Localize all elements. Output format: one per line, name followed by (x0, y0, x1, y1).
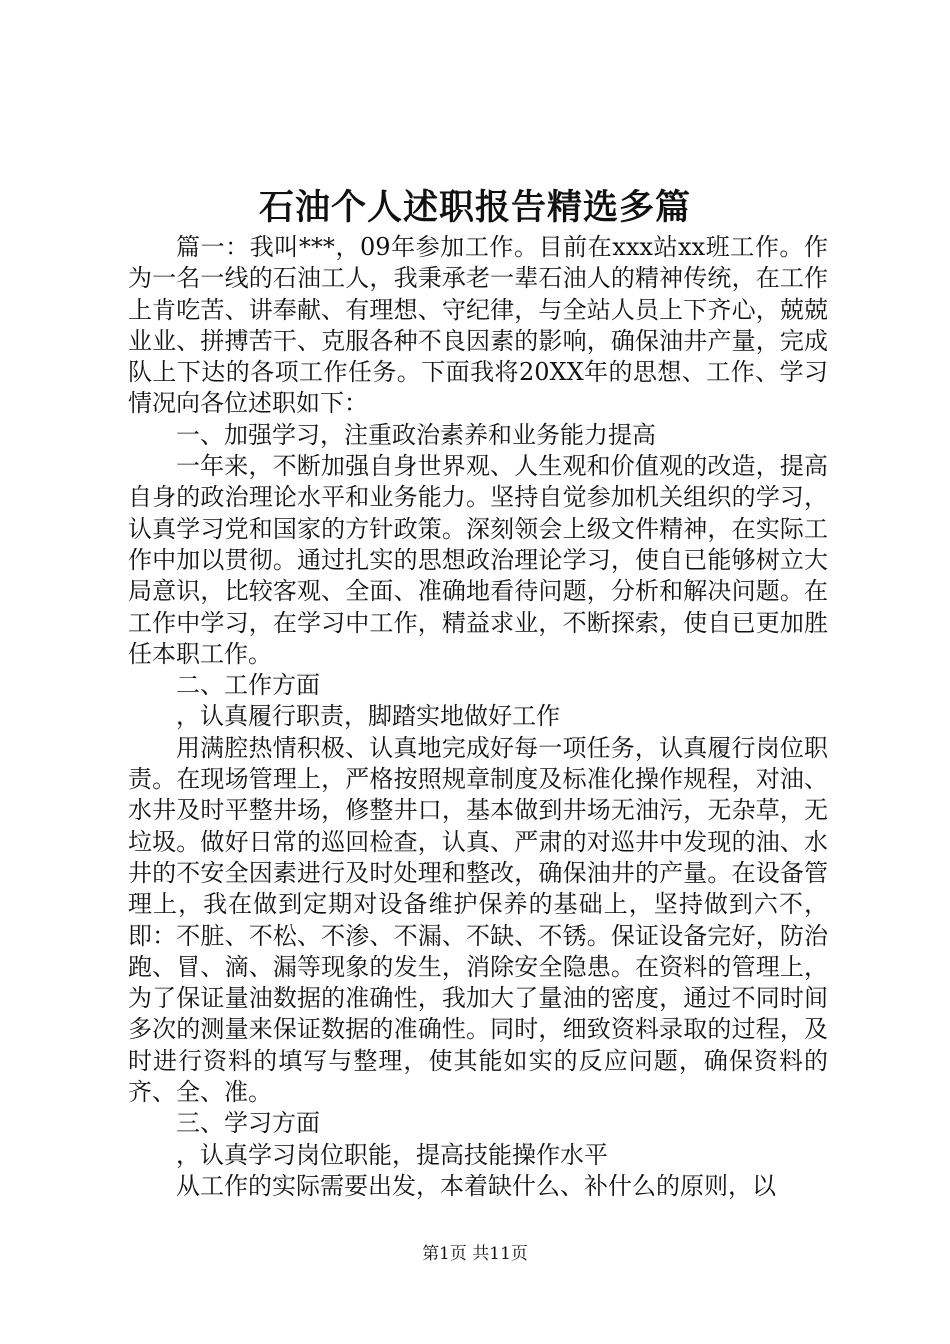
subheading-skills: ，认真学习岗位职能，提高技能操作水平 (176, 1140, 608, 1169)
paragraph-intro: 篇一：我叫***，09年参加工作。目前在xxx站xx班工作。作为一名一线的石油工人，我秉承老一辈石油人的精神传统，在工作上肯吃苦、讲奉献、有理想、守纪律，与全站人员上下齐心，兢兢业业、拼搏苦干、克服各种不良因素的影响，确保油井产量，完成队上下达的各项工作任务。下面我将20XX年的思想、工作、学习情况向各位述职如下： (128, 233, 828, 418)
document-body (128, 232, 828, 1202)
paragraph-work: 用满腔热情积极、认真地完成好每一项任务，认真履行岗位职责。在现场管理上，严格按照规章制度及标准化操作规程，对油、水井及时平整井场，修整井口，基本做到井场无油污，无杂草，无垃圾。做好日常的巡回检查，认真、严肃的对巡井中发现的油、水井的不安全因素进行及时处理和整改，确保油井的产量。在设备管理上，我在做到定期对设备维护保养的基础上，坚持做到六不，即：不脏、不松、不渗、不漏、不缺、不锈。保证设备完好，防治跑、冒、滴、漏等现象的发生，消除安全隐患。在资料的管理上，为了保证量油数据的准确性，我加大了量油的密度，通过不同时间多次的测量来保证数据的准确性。同时，细致资料录取的过程，及时进行资料的填写与整理，使其能如实的反应问题，确保资料的齐、全、准。 (128, 733, 828, 1107)
page-number-footer: 第1页 共11页 (422, 1244, 528, 1264)
section-heading-2: 二、工作方面 (176, 671, 320, 700)
subheading-duties: ，认真履行职责，脚踏实地做好工作 (176, 702, 560, 731)
paragraph-learning: 从工作的实际需要出发，本着缺什么、补什么的原则，以 (176, 1171, 776, 1200)
section-heading-3: 三、学习方面 (176, 1109, 320, 1138)
paragraph-study: 一年来，不断加强自身世界观、人生观和价值观的改造，提高自身的政治理论水平和业务能力。坚持自觉参加机关组织的学习，认真学习党和国家的方针政策。深刻领会上级文件精神，在实际工作中加以贯彻。通过扎实的思想政治理论学习，使自已能够树立大局意识，比较客观、全面、准确地看待问题，分析和解决问题。在工作中学习，在学习中工作，精益求业，不断探索，使自已更加胜任本职工作。 (128, 452, 828, 668)
document-title: 石油个人述职报告精选多篇 (258, 187, 691, 228)
section-heading-1: 一、加强学习，注重政治素养和业务能力提高 (176, 420, 656, 449)
